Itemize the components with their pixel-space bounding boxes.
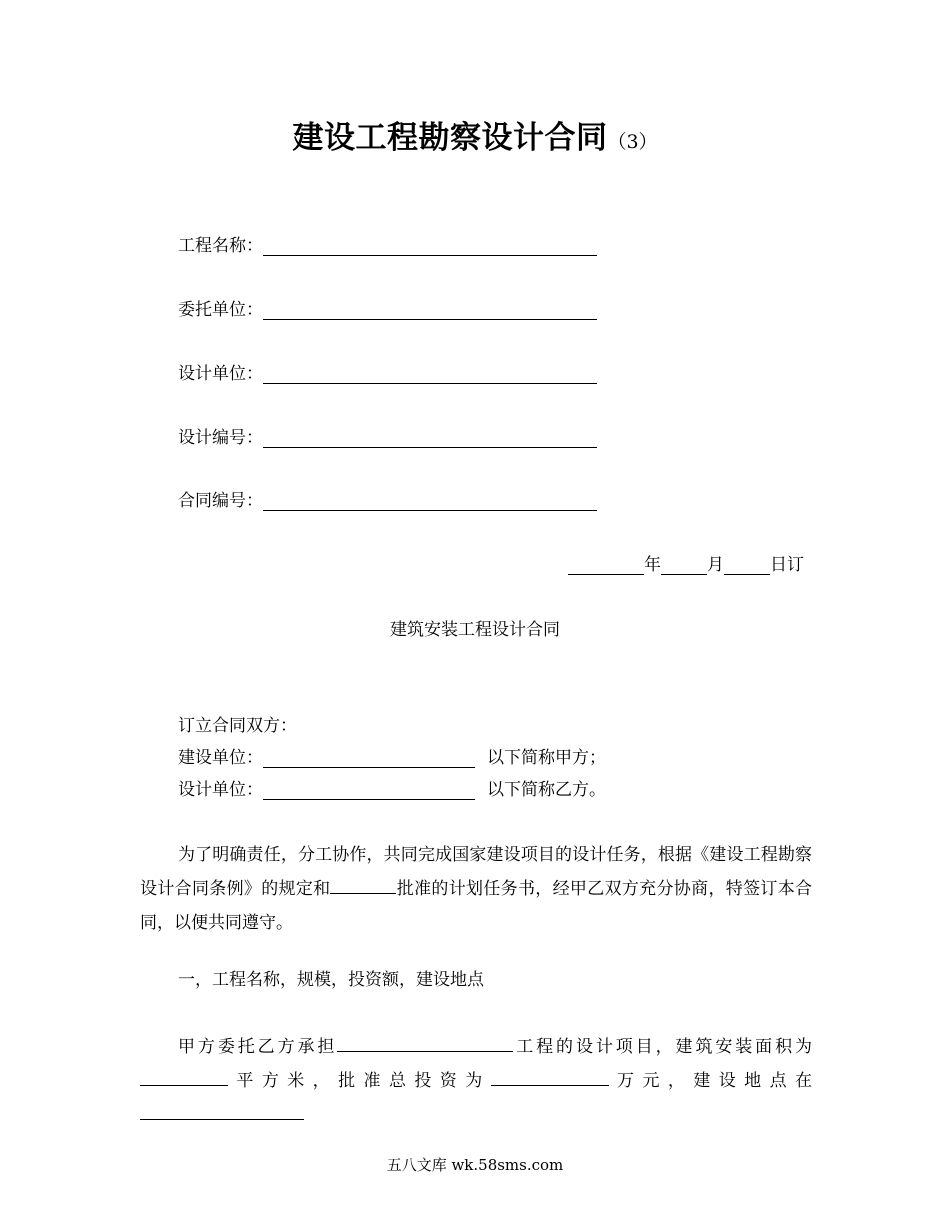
field-contract-number xyxy=(178,489,597,513)
month-blank xyxy=(661,553,707,575)
party-b-suffix: 以下简称乙方。 xyxy=(487,780,606,800)
approval-authority-blank xyxy=(330,879,396,894)
day-blank xyxy=(724,553,770,575)
party-a-line xyxy=(178,746,606,770)
parties-intro: 订立合同双方： xyxy=(178,716,297,736)
party-a-suffix: 以下简称甲方； xyxy=(487,748,606,768)
party-b-label: 设计单位： xyxy=(178,780,263,800)
article-1-text4: 万元，建设地点在 xyxy=(608,1071,813,1091)
field-design-unit xyxy=(178,362,597,386)
preamble-part2: 批准的计划任务书，经甲乙双方充分协商，特签订本合同，以便共同遵守。 xyxy=(140,879,813,933)
preamble-paragraph xyxy=(140,838,812,940)
article-1-paragraph xyxy=(140,1030,812,1132)
year-blank xyxy=(568,553,644,575)
field-label: 委托单位： xyxy=(178,300,263,320)
field-label: 设计单位： xyxy=(178,364,263,384)
party-b-line xyxy=(178,778,606,802)
fill-in-line xyxy=(263,746,475,768)
fill-in-line xyxy=(263,362,597,384)
month-label: 月 xyxy=(707,555,724,575)
day-signed-label: 日订 xyxy=(770,555,804,575)
preamble-part1: 为了明确责任，分工协作，共同完成国家建设项目的设计任务，根据《建设工程勘察设计合同条例》的规定和 xyxy=(140,845,812,899)
year-label: 年 xyxy=(644,555,661,575)
article-1-heading: 一，工程名称，规模，投资额，建设地点 xyxy=(178,970,484,990)
field-label: 设计编号： xyxy=(178,428,263,448)
field-label: 合同编号： xyxy=(178,491,263,511)
fill-in-line xyxy=(263,778,475,800)
fill-in-line xyxy=(263,298,597,320)
fill-in-line xyxy=(263,426,597,448)
section-heading: 建筑安装工程设计合同 xyxy=(390,620,560,640)
field-design-number xyxy=(178,426,597,450)
document-title xyxy=(0,112,950,157)
field-client xyxy=(178,298,597,322)
signing-date-line xyxy=(568,553,804,577)
footer-source: 五八文库 wk.58sms.com xyxy=(386,1156,564,1174)
field-project-name xyxy=(178,234,597,258)
fill-in-line xyxy=(263,489,597,511)
fill-in-line xyxy=(263,234,597,256)
article-1-text2: 工程的设计项目，建筑安装面积为 xyxy=(513,1037,813,1057)
title-main: 建设工程勘察设计合同 xyxy=(292,120,608,156)
article-1-text3: 平方米，批准总投资为 xyxy=(228,1071,491,1091)
field-label: 工程名称： xyxy=(178,236,263,256)
title-suffix: （3） xyxy=(607,131,658,153)
party-a-label: 建设单位： xyxy=(178,748,263,768)
project-name-blank xyxy=(337,1037,513,1052)
area-blank xyxy=(140,1071,228,1086)
investment-blank xyxy=(491,1071,609,1086)
location-blank xyxy=(140,1105,304,1120)
article-1-text1: 甲方委托乙方承担 xyxy=(178,1037,338,1057)
